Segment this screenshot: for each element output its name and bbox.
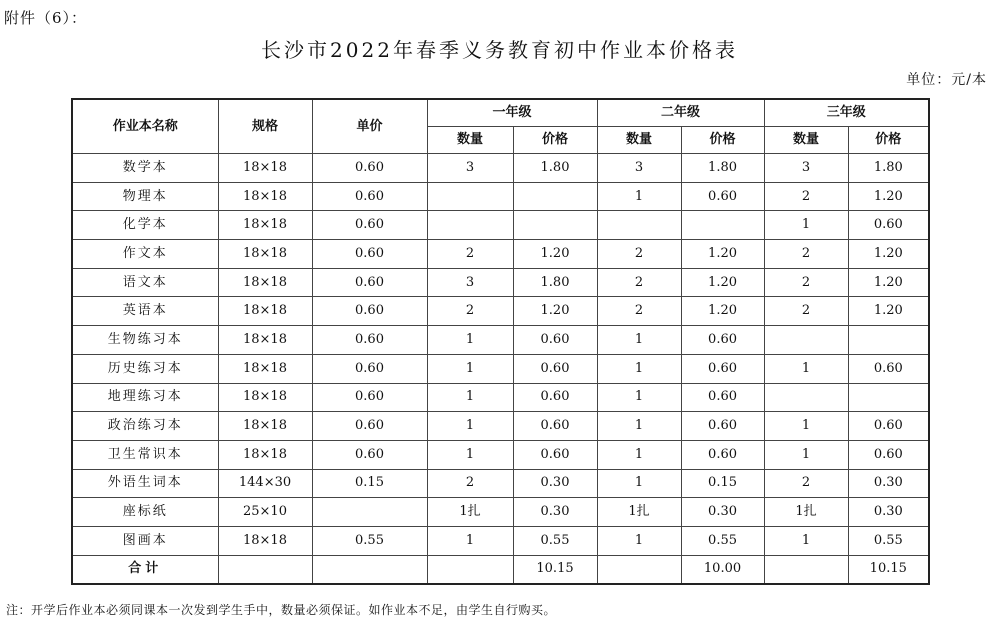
cell-g1p: 1.80 (513, 268, 597, 297)
table-row (72, 383, 929, 412)
cell-g1q: 2 (427, 240, 513, 269)
cell-g1q: 1 (427, 412, 513, 441)
cell-spec: 18×18 (218, 182, 312, 211)
cell-spec: 18×18 (218, 211, 312, 240)
cell-g1q: 1 (427, 440, 513, 469)
cell-g3q (764, 383, 848, 412)
cell-g1q: 1 (427, 526, 513, 555)
cell-g2p: 0.60 (681, 440, 764, 469)
table-row (72, 526, 929, 555)
cell-name: 物理本 (72, 182, 218, 211)
cell-g3q: 2 (764, 297, 848, 326)
cell-unit-price: 0.60 (312, 240, 427, 269)
cell-g1p: 0.60 (513, 412, 597, 441)
total-empty (597, 555, 681, 584)
footnote: 注：开学后作业本必须同课本一次发到学生手中，数量必须保证。如作业本不足，由学生自行购买。 (6, 603, 557, 617)
cell-g2p: 0.60 (681, 412, 764, 441)
cell-g3p: 0.60 (848, 440, 929, 469)
cell-g3q (764, 326, 848, 355)
cell-g2q: 2 (597, 297, 681, 326)
table-row (72, 297, 929, 326)
cell-name: 数学本 (72, 154, 218, 183)
cell-g2p: 0.15 (681, 469, 764, 498)
cell-name: 图画本 (72, 526, 218, 555)
cell-g2q: 1 (597, 383, 681, 412)
page-title: 长沙市2022年春季义务教育初中作业本价格表 (261, 38, 738, 62)
cell-spec: 144×30 (218, 469, 312, 498)
cell-g1p: 1.20 (513, 297, 597, 326)
table-row (72, 154, 929, 183)
cell-g3q: 1扎 (764, 498, 848, 527)
header-grade-1: 一年级 (427, 99, 597, 127)
cell-name: 地理练习本 (72, 383, 218, 412)
cell-g1q: 3 (427, 154, 513, 183)
cell-unit-price: 0.15 (312, 469, 427, 498)
cell-g1p: 0.60 (513, 326, 597, 355)
cell-g3q: 2 (764, 182, 848, 211)
cell-g2p: 1.80 (681, 154, 764, 183)
cell-g3p: 0.30 (848, 498, 929, 527)
cell-g2q: 1 (597, 440, 681, 469)
cell-spec: 18×18 (218, 240, 312, 269)
cell-unit-price: 0.60 (312, 297, 427, 326)
header-unit-price: 单价 (312, 99, 427, 154)
cell-g1p: 0.60 (513, 440, 597, 469)
cell-g2q: 2 (597, 240, 681, 269)
total-row (72, 555, 929, 584)
header-name: 作业本名称 (72, 99, 218, 154)
total-empty (427, 555, 513, 584)
total-label: 合计 (72, 555, 218, 584)
cell-name: 座标纸 (72, 498, 218, 527)
cell-g2q: 1扎 (597, 498, 681, 527)
cell-g3p: 1.80 (848, 154, 929, 183)
cell-unit-price: 0.60 (312, 326, 427, 355)
cell-g2q: 1 (597, 354, 681, 383)
cell-spec: 18×18 (218, 412, 312, 441)
cell-g3q: 2 (764, 469, 848, 498)
header-qty: 数量 (427, 127, 513, 154)
cell-g1q (427, 211, 513, 240)
cell-g2p: 0.60 (681, 354, 764, 383)
cell-g3q: 1 (764, 412, 848, 441)
cell-name: 外语生词本 (72, 469, 218, 498)
cell-g3q: 1 (764, 526, 848, 555)
cell-g1p: 0.60 (513, 354, 597, 383)
cell-name: 英语本 (72, 297, 218, 326)
cell-g1p (513, 211, 597, 240)
cell-unit-price: 0.60 (312, 182, 427, 211)
cell-spec: 18×18 (218, 297, 312, 326)
table-row (72, 498, 929, 527)
cell-unit-price: 0.60 (312, 440, 427, 469)
table-row (72, 469, 929, 498)
cell-g1q: 1扎 (427, 498, 513, 527)
cell-g3p: 0.60 (848, 211, 929, 240)
header-spec: 规格 (218, 99, 312, 154)
cell-spec: 18×18 (218, 383, 312, 412)
cell-g1q (427, 182, 513, 211)
total-empty (764, 555, 848, 584)
cell-unit-price (312, 498, 427, 527)
header-qty: 数量 (764, 127, 848, 154)
cell-g3p: 1.20 (848, 297, 929, 326)
attachment-label: 附件（6）： (4, 9, 88, 27)
table-row (72, 412, 929, 441)
cell-g2p: 0.60 (681, 326, 764, 355)
cell-g1p: 0.30 (513, 498, 597, 527)
total-empty (312, 555, 427, 584)
cell-spec: 18×18 (218, 268, 312, 297)
table-row (72, 354, 929, 383)
cell-g1p: 1.80 (513, 154, 597, 183)
header-qty: 数量 (597, 127, 681, 154)
cell-spec: 25×10 (218, 498, 312, 527)
cell-g1q: 1 (427, 383, 513, 412)
total-empty (218, 555, 312, 584)
cell-name: 卫生常识本 (72, 440, 218, 469)
cell-g1q: 3 (427, 268, 513, 297)
cell-g2p: 1.20 (681, 297, 764, 326)
cell-g3p: 0.55 (848, 526, 929, 555)
cell-unit-price: 0.60 (312, 154, 427, 183)
cell-g2q (597, 211, 681, 240)
cell-g2q: 2 (597, 268, 681, 297)
cell-g2p: 0.30 (681, 498, 764, 527)
table-row (72, 240, 929, 269)
cell-name: 历史练习本 (72, 354, 218, 383)
total-g3p: 10.15 (848, 555, 929, 584)
cell-spec: 18×18 (218, 440, 312, 469)
cell-g3p: 0.60 (848, 354, 929, 383)
table-row (72, 211, 929, 240)
cell-g1q: 2 (427, 469, 513, 498)
header-grade-3: 三年级 (764, 99, 929, 127)
cell-g3q: 1 (764, 354, 848, 383)
cell-name: 生物练习本 (72, 326, 218, 355)
cell-g3p: 1.20 (848, 182, 929, 211)
cell-g2p: 0.60 (681, 182, 764, 211)
total-g2p: 10.00 (681, 555, 764, 584)
cell-g3p: 0.60 (848, 412, 929, 441)
cell-g1p: 0.30 (513, 469, 597, 498)
cell-g1p (513, 182, 597, 211)
cell-g1q: 1 (427, 354, 513, 383)
cell-g2q: 1 (597, 326, 681, 355)
price-table (71, 98, 930, 585)
total-g1p: 10.15 (513, 555, 597, 584)
cell-g2p: 1.20 (681, 268, 764, 297)
unit-label: 单位：元/本 (906, 72, 987, 88)
cell-g3q: 2 (764, 268, 848, 297)
cell-g3q: 3 (764, 154, 848, 183)
cell-unit-price: 0.60 (312, 354, 427, 383)
cell-g2p (681, 211, 764, 240)
cell-g3q: 1 (764, 440, 848, 469)
header-price: 价格 (513, 127, 597, 154)
cell-unit-price: 0.60 (312, 412, 427, 441)
cell-g1q: 2 (427, 297, 513, 326)
cell-g3p: 0.30 (848, 469, 929, 498)
cell-name: 化学本 (72, 211, 218, 240)
cell-g1p: 0.60 (513, 383, 597, 412)
table-body (72, 154, 929, 584)
cell-g3p: 1.20 (848, 268, 929, 297)
cell-spec: 18×18 (218, 354, 312, 383)
cell-g2p: 0.55 (681, 526, 764, 555)
cell-g2p: 0.60 (681, 383, 764, 412)
cell-g2q: 1 (597, 412, 681, 441)
table-row (72, 182, 929, 211)
cell-spec: 18×18 (218, 326, 312, 355)
cell-g2q: 1 (597, 469, 681, 498)
cell-unit-price: 0.60 (312, 268, 427, 297)
cell-g1q: 1 (427, 326, 513, 355)
table-row (72, 268, 929, 297)
table-row (72, 440, 929, 469)
cell-g2p: 1.20 (681, 240, 764, 269)
cell-g2q: 1 (597, 526, 681, 555)
cell-unit-price: 0.55 (312, 526, 427, 555)
cell-g3q: 2 (764, 240, 848, 269)
cell-unit-price: 0.60 (312, 211, 427, 240)
header-price: 价格 (848, 127, 929, 154)
cell-g1p: 1.20 (513, 240, 597, 269)
cell-g3p: 1.20 (848, 240, 929, 269)
cell-name: 语文本 (72, 268, 218, 297)
cell-g2q: 1 (597, 182, 681, 211)
cell-name: 政治练习本 (72, 412, 218, 441)
cell-g3p (848, 326, 929, 355)
cell-g3p (848, 383, 929, 412)
table-row (72, 326, 929, 355)
cell-g1p: 0.55 (513, 526, 597, 555)
cell-g2q: 3 (597, 154, 681, 183)
cell-name: 作文本 (72, 240, 218, 269)
cell-spec: 18×18 (218, 154, 312, 183)
cell-spec: 18×18 (218, 526, 312, 555)
cell-g3q: 1 (764, 211, 848, 240)
cell-unit-price: 0.60 (312, 383, 427, 412)
header-grade-2: 二年级 (597, 99, 764, 127)
header-price: 价格 (681, 127, 764, 154)
